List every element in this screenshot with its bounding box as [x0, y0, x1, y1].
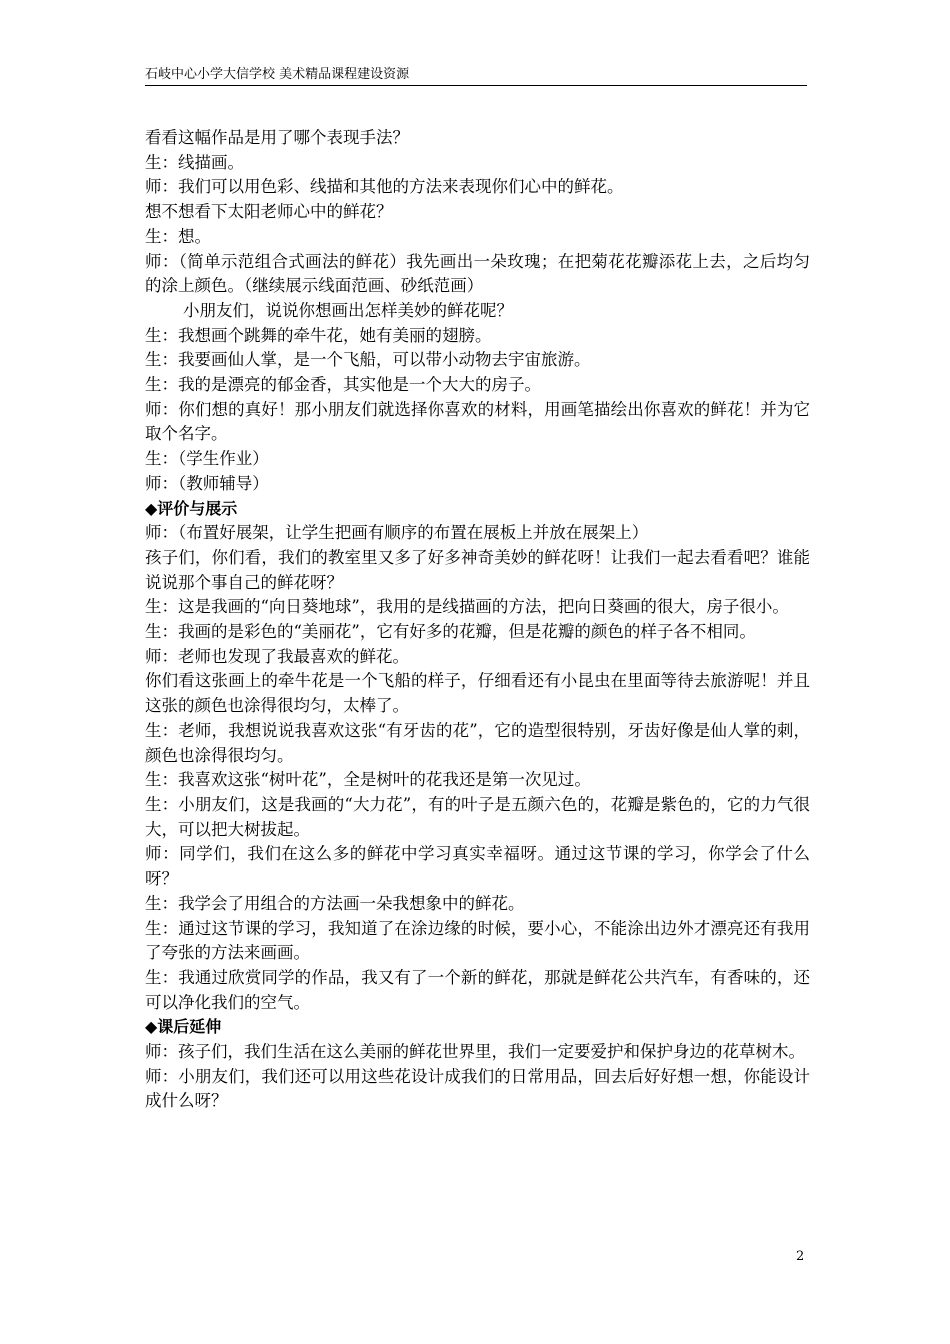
dialogue-line: 生：这是我画的“向日葵地球”，我用的是线描画的方法，把向日葵画的很大，房子很小。 — [145, 597, 789, 617]
dialogue-line: 生：我喜欢这张“树叶花”，全是树叶的花我还是第一次见过。 — [145, 770, 591, 790]
dialogue-line: 生：我学会了用组合的方法画一朵我想象中的鲜花。 — [145, 893, 525, 913]
dialogue-line: 看看这幅作品是用了哪个表现手法？ — [145, 128, 409, 147]
dialogue-line: 孩子们，你们看，我们的教室里又多了好多神奇美妙的鲜花呀！让我们一起去看看吧？谁能说说那个事自己的鲜花呀？ — [145, 547, 810, 592]
dialogue-line: 小朋友们，说说你想画出怎样美妙的鲜花呢？ — [183, 300, 513, 320]
header-divider — [145, 85, 807, 86]
dialogue-line: 师：小朋友们，我们还可以用这些花设计成我们的日常用品，回去后好好想一想，你能设计成什么呀？ — [145, 1066, 810, 1111]
dialogue-line: 师：（布置好展架，让学生把画有顺序的布置在展板上并放在展架上） — [145, 523, 649, 543]
dialogue-line: 生：线描画。 — [145, 152, 244, 172]
dialogue-line: 师：老师也发现了我最喜欢的鲜花。 — [145, 646, 409, 666]
dialogue-line: 师：孩子们，我们生活在这么美丽的鲜花世界里，我们一定要爱护和保护身边的花草树木。 — [145, 1042, 805, 1062]
section-heading: ◆评价与展示 — [145, 498, 238, 518]
document-body — [145, 126, 810, 1114]
dialogue-line: 生：老师，我想说说我喜欢这张“有牙齿的花”，它的造型很特别，牙齿好像是仙人掌的刺，颜色也涂得很均匀。 — [145, 720, 810, 765]
dialogue-line: 生：我要画仙人掌，是一个飞船，可以带小动物去宇宙旅游。 — [145, 350, 591, 370]
dialogue-line: 生：我的是漂亮的郁金香，其实他是一个大大的房子。 — [145, 375, 541, 395]
dialogue-line: 生：我想画个跳舞的牵牛花，她有美丽的翅膀。 — [145, 325, 492, 345]
dialogue-line: 师：你们想的真好！那小朋友们就选择你喜欢的材料，用画笔描绘出你喜欢的鲜花！并为它取个名字。 — [145, 399, 810, 444]
dialogue-line: 生：想。 — [145, 226, 211, 246]
dialogue-line: 你们看这张画上的牵牛花是一个飞船的样子，仔细看还有小昆虫在里面等待去旅游呢！并且这张的颜色也涂得很均匀，太棒了。 — [145, 671, 810, 716]
dialogue-line: 生：我画的是彩色的“美丽花”，它有好多的花瓣，但是花瓣的颜色的样子各不相同。 — [145, 622, 756, 642]
dialogue-line: 想不想看下太阳老师心中的鲜花？ — [145, 202, 393, 222]
dialogue-line: 师：我们可以用色彩、线描和其他的方法来表现你们心中的鲜花。 — [145, 177, 624, 197]
dialogue-line: 生：我通过欣赏同学的作品，我又有了一个新的鲜花，那就是鲜花公共汽车，有香味的，还可以净化我们的空气。 — [145, 967, 810, 1012]
page-header: 石岐中心小学大信学校 美术精品课程建设资源 — [145, 67, 410, 82]
page-number: 2 — [796, 1249, 805, 1264]
dialogue-line: 师：（简单示范组合式画法的鲜花）我先画出一朵玫瑰；在把菊花花瓣添花上去，之后均匀的涂上颜色。（继续展示线面范画、砂纸范画） — [145, 251, 810, 296]
dialogue-line: 生：通过这节课的学习，我知道了在涂边缘的时候，要小心，不能涂出边外才漂亮还有我用了夸张的方法来画画。 — [145, 918, 810, 963]
dialogue-line: 生：（学生作业） — [145, 449, 269, 469]
section-heading: ◆课后延伸 — [145, 1017, 222, 1037]
dialogue-line: 师：同学们，我们在这么多的鲜花中学习真实幸福呀。通过这节课的学习，你学会了什么呀？ — [145, 844, 810, 889]
dialogue-line: 生：小朋友们，这是我画的“大力花”，有的叶子是五颜六色的，花瓣是紫色的，它的力气很大，可以把大树拔起。 — [145, 794, 810, 839]
dialogue-line: 师：（教师辅导） — [145, 473, 269, 493]
